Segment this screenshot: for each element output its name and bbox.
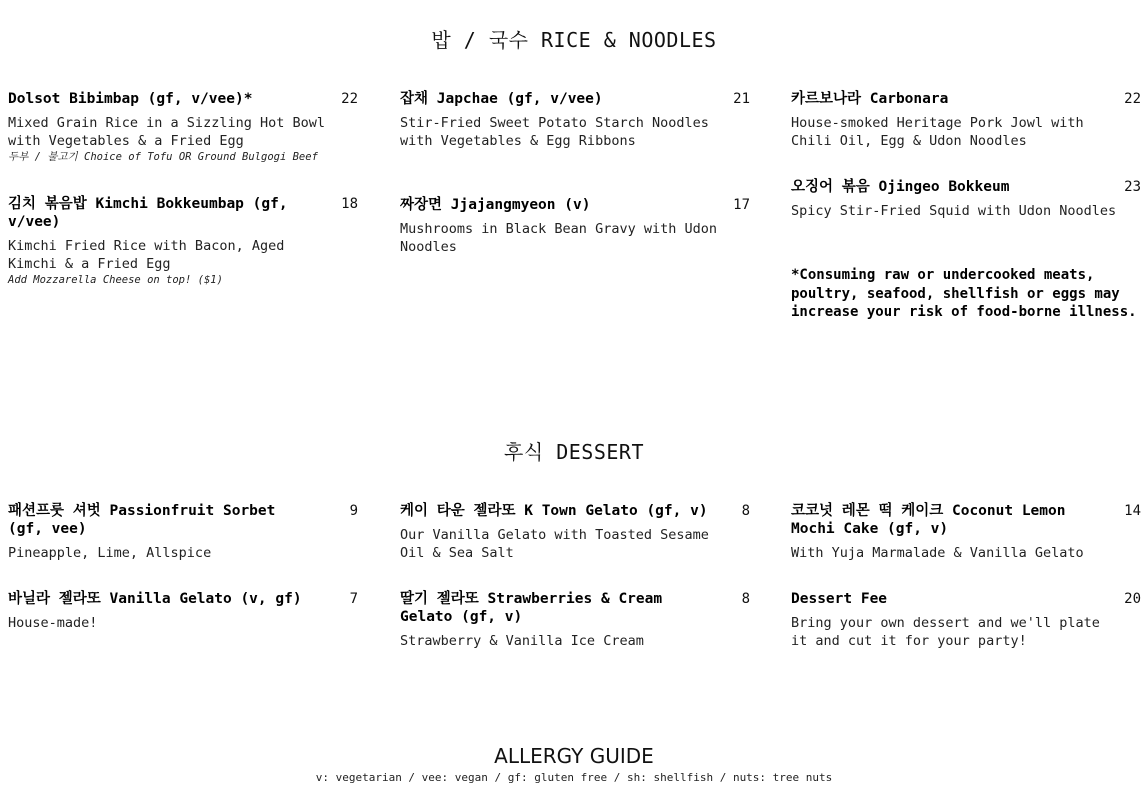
menu-item-name: 코코넛 레몬 떡 케이크 Coconut Lemon Mochi Cake (gf, v) xyxy=(791,503,1066,537)
menu-item-dessert-fee xyxy=(791,590,1141,650)
menu-item-description: Bring your own dessert and we'll plate it and cut it for your party! xyxy=(791,615,1100,649)
menu-item-name: 패션프룻 셔벗 Passionfruit Sorbet (gf, vee) xyxy=(8,503,276,537)
menu-item-description: Kimchi Fried Rice with Bacon, Aged Kimchi & a Fried Egg xyxy=(8,238,285,272)
menu-item-price: 8 xyxy=(741,503,750,519)
menu-item-carbonara xyxy=(791,90,1141,150)
menu-item-name: 잡채 Japchae (gf, v/vee) xyxy=(400,91,603,107)
menu-item-coconut-lemon-mochi-cake xyxy=(791,502,1141,562)
menu-item-description: House-smoked Heritage Pork Jowl with Chili Oil, Egg & Udon Noodles xyxy=(791,115,1084,149)
menu-item-kimchi-bokkeumbap xyxy=(8,195,358,287)
menu-item-note: 두부 / 불고기 Choice of Tofu OR Ground Bulgogi Beef xyxy=(8,151,318,163)
menu-item-price: 14 xyxy=(1124,503,1141,519)
rice-noodles-section-title: 밥 / 국수 RICE & NOODLES xyxy=(431,28,717,52)
menu-item-name: 김치 볶음밥 Kimchi Bokkeumbap (gf, v/vee) xyxy=(8,196,288,230)
dessert-section-title: 후식 DESSERT xyxy=(504,440,644,464)
menu-item-price: 20 xyxy=(1124,591,1141,607)
menu-item-japchae xyxy=(400,90,750,150)
menu-item-strawberries-cream-gelato xyxy=(400,590,750,650)
menu-item-ojingeo-bokkeum xyxy=(791,178,1141,220)
menu-item-price: 8 xyxy=(741,591,750,607)
menu-item-price: 17 xyxy=(733,197,750,213)
menu-item-price: 22 xyxy=(1124,91,1141,107)
menu-item-description: Pineapple, Lime, Allspice xyxy=(8,545,212,561)
menu-item-description: Our Vanilla Gelato with Toasted Sesame Oil & Sea Salt xyxy=(400,527,709,561)
menu-item-description: Stir-Fried Sweet Potato Starch Noodles with Vegetables & Egg Ribbons xyxy=(400,115,709,149)
menu-item-description: Strawberry & Vanilla Ice Cream xyxy=(400,633,644,649)
menu-item-jjajangmyeon xyxy=(400,196,750,256)
menu-item-price: 7 xyxy=(349,591,358,607)
menu-item-description: With Yuja Marmalade & Vanilla Gelato xyxy=(791,545,1084,561)
menu-item-name: 짜장면 Jjajangmyeon (v) xyxy=(400,197,591,213)
allergy-guide-title: ALLERGY GUIDE xyxy=(494,744,654,768)
menu-item-description: Spicy Stir-Fried Squid with Udon Noodles xyxy=(791,203,1117,219)
menu-item-price: 9 xyxy=(349,503,358,519)
menu-item-price: 23 xyxy=(1124,179,1141,195)
menu-item-name: Dessert Fee xyxy=(791,591,888,607)
menu-item-name: 바닐라 젤라또 Vanilla Gelato (v, gf) xyxy=(8,591,302,607)
menu-item-description: Mushrooms in Black Bean Gravy with Udon Noodles xyxy=(400,221,717,255)
menu-item-price: 22 xyxy=(341,91,358,107)
menu-item-name: 딸기 젤라또 Strawberries & Cream Gelato (gf, v) xyxy=(400,591,663,625)
allergy-guide-legend: v: vegetarian / vee: vegan / gf: gluten free / sh: shellfish / nuts: tree nuts xyxy=(315,771,833,784)
menu-item-price: 21 xyxy=(733,91,750,107)
menu-item-k-town-gelato xyxy=(400,502,750,562)
menu-item-description: Mixed Grain Rice in a Sizzling Hot Bowl with Vegetables & a Fried Egg xyxy=(8,115,325,149)
menu-item-name: 카르보나라 Carbonara xyxy=(791,91,949,107)
menu-item-name: Dolsot Bibimbap (gf, v/vee)* xyxy=(8,91,253,107)
menu-item-vanilla-gelato xyxy=(8,590,358,632)
menu-item-dolsot-bibimbap xyxy=(8,90,358,164)
menu-item-name: 오징어 볶음 Ojingeo Bokkeum xyxy=(791,179,1010,195)
menu-item-passionfruit-sorbet xyxy=(8,502,358,562)
food-safety-notice: *Consuming raw or undercooked meats, poultry, seafood, shellfish or eggs may increase your risk of food-borne illness. xyxy=(791,267,1137,320)
menu-item-name: 케이 타운 젤라또 K Town Gelato (gf, v) xyxy=(400,503,708,519)
menu-item-description: House-made! xyxy=(8,615,98,631)
menu-item-price: 18 xyxy=(341,196,358,212)
menu-item-note: Add Mozzarella Cheese on top! ($1) xyxy=(8,274,223,286)
